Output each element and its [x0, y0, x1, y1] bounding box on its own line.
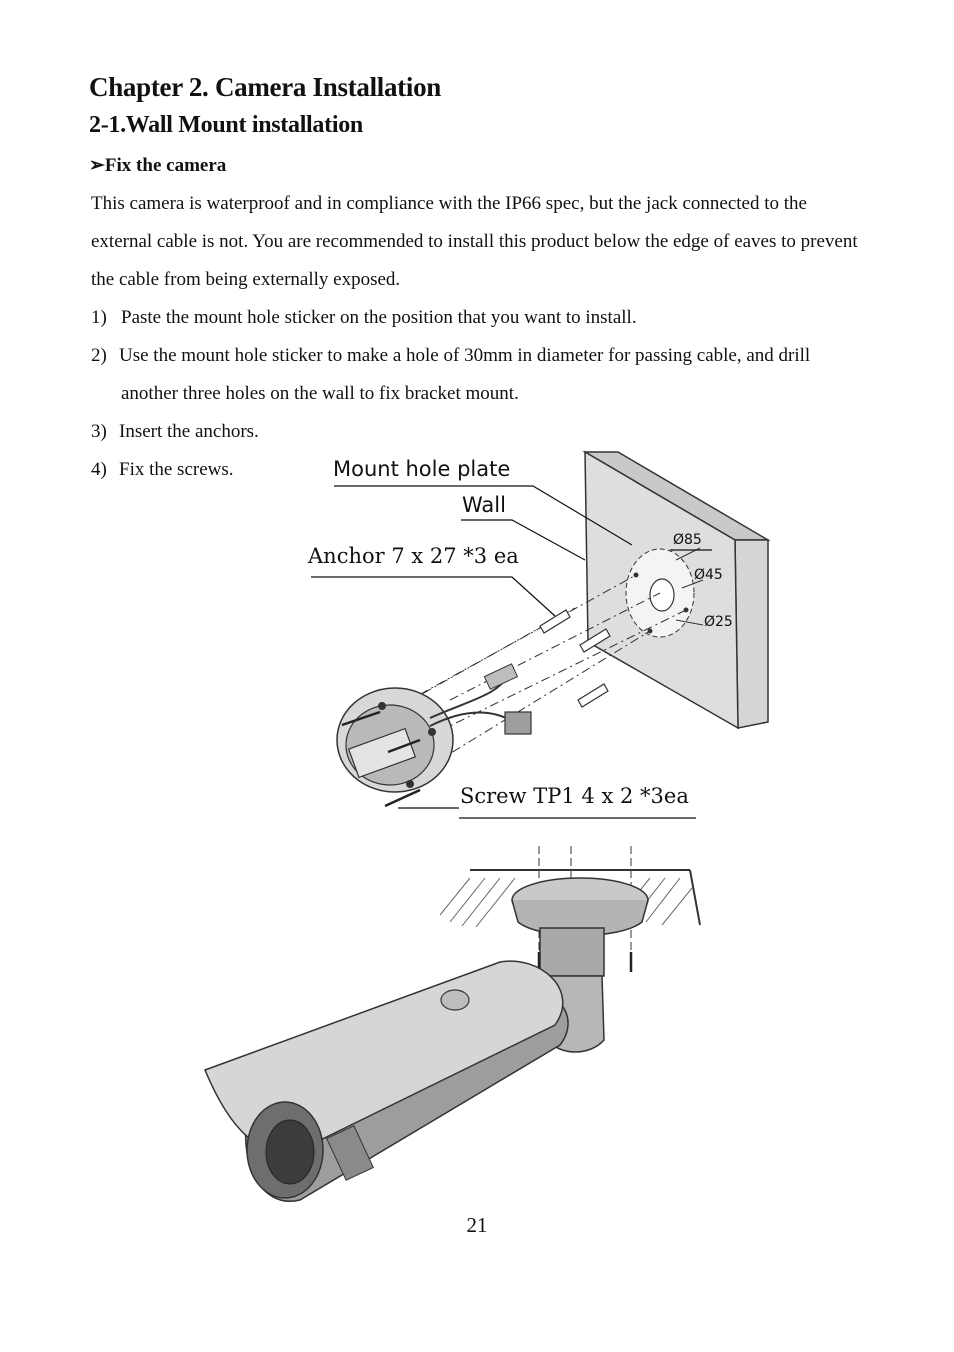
camera-body: [205, 961, 568, 1201]
label-screw: Screw TP1 4 x 2 *3ea: [460, 784, 689, 808]
intro-line-2: external cable is not. You are recommended to install this product below the edge of eaves to prevent: [91, 231, 858, 252]
base-plate: [337, 688, 453, 792]
dimension-25: Ø25: [704, 614, 733, 630]
step-1-text: Paste the mount hole sticker on the position that you want to install.: [121, 307, 637, 328]
intro-line-3: the cable from being externally exposed.: [91, 269, 401, 290]
camera-illustration: [0, 830, 954, 1230]
intro-line-1: This camera is waterproof and in compliance with the IP66 spec, but the jack connected to the: [91, 193, 807, 214]
step-4-text: Fix the screws.: [119, 459, 234, 480]
step-4-number: 4): [91, 459, 107, 480]
step-2-continuation: another three holes on the wall to fix bracket mount.: [121, 383, 519, 404]
step-2-text: Use the mount hole sticker to make a hole of 30mm in diameter for passing cable, and drill: [119, 345, 811, 366]
page-number: 21: [466, 1213, 488, 1237]
step-3-text: Insert the anchors.: [119, 421, 259, 442]
step-3-number: 3): [91, 421, 107, 442]
step-1-number: 1): [91, 307, 107, 328]
dimension-85: Ø85: [673, 532, 702, 548]
dimension-45: Ø45: [694, 567, 723, 583]
section-title: 2-1.Wall Mount installation: [89, 112, 363, 138]
label-anchor: Anchor 7 x 27 *3 ea: [308, 544, 519, 568]
chapter-title: Chapter 2. Camera Installation: [89, 72, 441, 102]
arrow-bullet-icon: ➢: [89, 155, 105, 176]
sub-heading-text: Fix the camera: [104, 155, 227, 176]
label-mount-hole-plate: Mount hole plate: [333, 457, 511, 481]
step-2-number: 2): [91, 345, 107, 366]
label-wall: Wall: [462, 493, 506, 517]
